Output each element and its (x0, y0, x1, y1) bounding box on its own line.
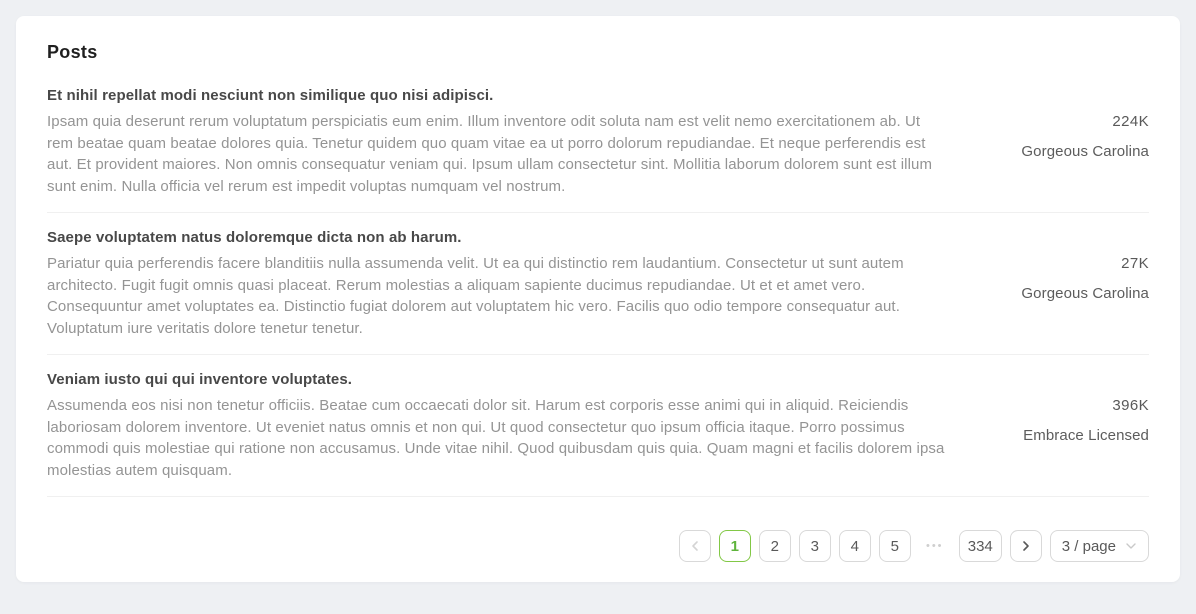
pagination (47, 509, 1149, 562)
post-view-count: 224K (1112, 113, 1149, 130)
post-author: Gorgeous Carolina (1021, 143, 1149, 160)
post-item (47, 213, 1149, 355)
page-size-select[interactable] (1050, 530, 1149, 562)
pagination-jump-next-ellipsis-icon[interactable]: ••• (925, 540, 944, 552)
post-content (47, 85, 945, 197)
post-meta (969, 85, 1149, 197)
pagination-prev-button[interactable] (679, 530, 711, 562)
pagination-page-4[interactable]: 4 (839, 530, 871, 562)
post-meta (969, 369, 1149, 481)
post-content (47, 227, 945, 339)
chevron-left-icon (690, 540, 700, 552)
page-title: Posts (47, 42, 98, 62)
chevron-down-icon (1125, 542, 1137, 550)
pagination-page-1[interactable]: 1 (719, 530, 751, 562)
posts-card (16, 16, 1180, 582)
post-author: Embrace Licensed (1023, 427, 1149, 444)
post-title: Et nihil repellat modi nesciunt non similique quo nisi adipisci. (47, 87, 494, 104)
post-view-count: 396K (1112, 397, 1149, 414)
pagination-page-2[interactable]: 2 (759, 530, 791, 562)
post-meta (969, 227, 1149, 339)
post-body: Ipsam quia deserunt rerum voluptatum perspiciatis eum enim. Illum inventore odit soluta nam est velit nemo exercitationem ab. Ut rem beatae quam beatae dolores quia. Tenetur quidem quo quam vitae ea ut porro dolorum repudiandae. Et neque perferendis est aut. Et provident maiores. Non omnis consequatur veniam qui. Ipsum ullam consectetur sint. Mollitia laborum dolorem sunt est illum sunt enim. Nulla officia vel rerum est impedit voluptas numquam vel nostrum. (47, 113, 933, 195)
post-item (47, 85, 1149, 213)
post-body: Pariatur quia perferendis facere blanditiis nulla assumenda velit. Ut ea qui distinctio rem laudantium. Consectetur ut sunt autem architecto. Fugit fugit omnis quasi placeat. Rerum molestias a aliquam sapiente ducimus repudiandae. Ut et et amet vero. Consequuntur amet voluptates ea. Distinctio fugiat dolorem aut voluptatem hic vero. Facilis quo odio tempore consequatur aut. Voluptatum iure veritatis dolore tenetur tenetur. (47, 255, 904, 337)
post-view-count: 27K (1121, 255, 1149, 272)
pagination-next-button[interactable] (1010, 530, 1042, 562)
post-title: Veniam iusto qui qui inventore voluptates. (47, 371, 353, 388)
pagination-page-5[interactable]: 5 (879, 530, 911, 562)
chevron-right-icon (1021, 540, 1031, 552)
pagination-page-334[interactable]: 334 (959, 530, 1002, 562)
post-item (47, 355, 1149, 497)
post-content (47, 369, 945, 481)
post-title: Saepe voluptatem natus doloremque dicta non ab harum. (47, 229, 462, 246)
pagination-page-3[interactable]: 3 (799, 530, 831, 562)
page-size-label: 3 / page (1061, 537, 1116, 555)
post-author: Gorgeous Carolina (1021, 285, 1149, 302)
post-body: Assumenda eos nisi non tenetur officiis. Beatae cum occaecati dolor sit. Harum est corporis esse animi qui in aliquid. Reiciendis laboriosam dolorem inventore. Ut eveniet natus omnis et non qui. Ut quod consectetur quo ipsum officia itaque. Porro possimus commodi quis molestiae qui ratione non accusamus. Unde vitae nihil. Quod quibusdam quis quia. Quam magni et facilis dolorem ipsa molestias autem quisquam. (47, 397, 945, 479)
